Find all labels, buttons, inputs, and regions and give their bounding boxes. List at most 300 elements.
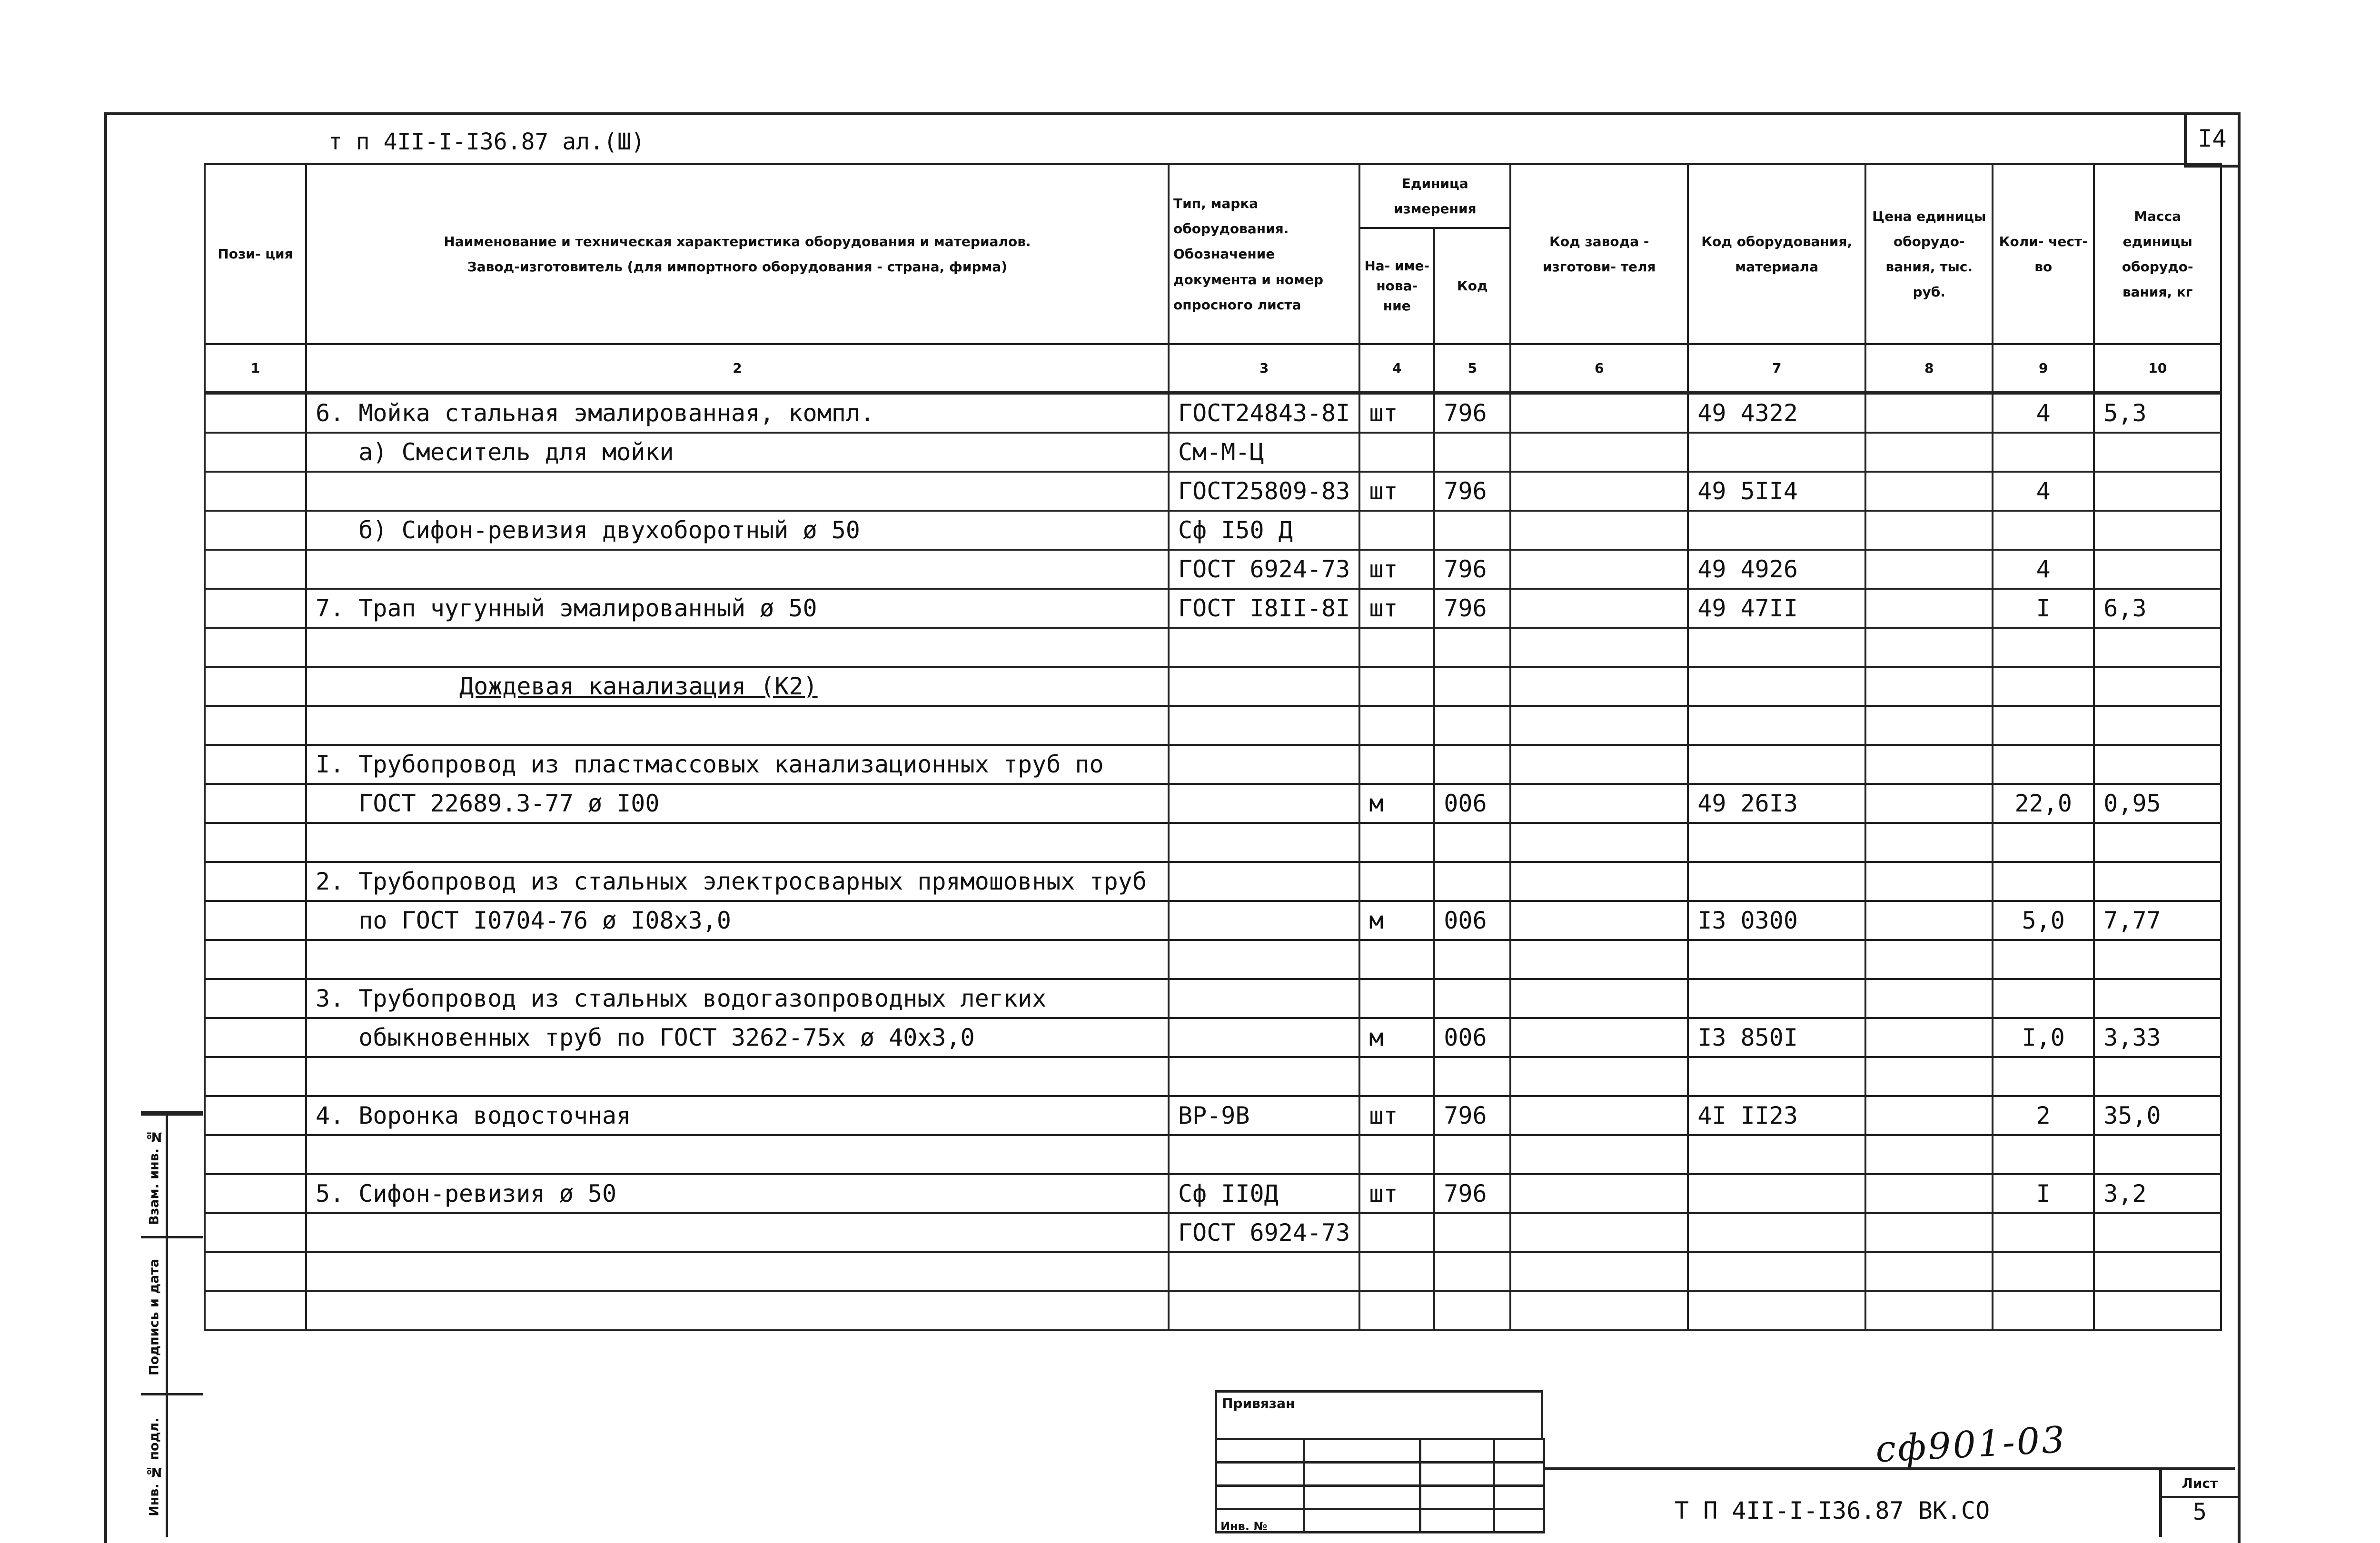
cell-unit <box>1359 940 1434 979</box>
cell-equipment-code <box>1688 1213 1865 1252</box>
cell-factory-code <box>1510 1135 1688 1174</box>
cell-mass <box>2094 862 2221 901</box>
cell-unit-code <box>1434 940 1510 979</box>
cell-type <box>1169 667 1359 706</box>
cell-factory-code <box>1510 1291 1688 1330</box>
cell-mass <box>2094 628 2221 667</box>
cell-name: Дождевая канализация (К2) <box>306 667 1169 706</box>
cell-unit <box>1359 1135 1434 1174</box>
cell-unit <box>1359 433 1434 472</box>
cell-equipment-code: I3 850I <box>1688 1018 1865 1057</box>
column-numbers-row <box>205 344 2221 393</box>
cell-unit: шт <box>1359 1096 1434 1135</box>
cell-quantity <box>1993 511 2094 550</box>
cell-type <box>1169 1135 1359 1174</box>
table-row <box>205 550 2221 589</box>
header-mass: Масса единицы оборудо- вания, кг <box>2094 164 2221 344</box>
cell-position <box>205 433 306 472</box>
cell-equipment-code <box>1688 1174 1865 1213</box>
cell-name: 3. Трубопровод из стальных водогазопроводных легких <box>306 979 1169 1018</box>
corner-sheet-number <box>2184 112 2238 168</box>
cell-unit: шт <box>1359 472 1434 511</box>
cell-mass <box>2094 823 2221 862</box>
cell-name: 5. Сифон-ревизия ø 50 <box>306 1174 1169 1213</box>
cell-quantity <box>1993 628 2094 667</box>
cell-name: 4. Воронка водосточная <box>306 1096 1169 1135</box>
cell-price <box>1865 393 1993 433</box>
table-row <box>205 1057 2221 1096</box>
title-block <box>1545 1467 2235 1537</box>
cell-type: Сф I50 Д <box>1169 511 1359 550</box>
binding-stamp-title: Привязан <box>1215 1390 1543 1438</box>
sidebar-label-vzam: Взам. инв. № <box>147 1129 162 1225</box>
cell-equipment-code <box>1688 979 1865 1018</box>
cell-name: обыкновенных труб по ГОСТ 3262-75х ø 40х3,0 <box>306 1018 1169 1057</box>
cell-type: ГОСТ24843-8I <box>1169 393 1359 433</box>
cell-price <box>1865 550 1993 589</box>
cell-type <box>1169 706 1359 745</box>
cell-mass <box>2094 667 2221 706</box>
binding-stamp-grid <box>1215 1438 1545 1533</box>
cell-quantity <box>1993 979 2094 1018</box>
cell-unit <box>1359 979 1434 1018</box>
cell-mass <box>2094 1057 2221 1096</box>
cell-name <box>306 628 1169 667</box>
cell-unit-code: 006 <box>1434 901 1510 940</box>
cell-unit <box>1359 1057 1434 1096</box>
cell-price <box>1865 784 1993 823</box>
cell-quantity: 2 <box>1993 1096 2094 1135</box>
cell-unit-code <box>1434 1252 1510 1291</box>
table-row <box>205 589 2221 628</box>
cell-price <box>1865 862 1993 901</box>
cell-unit-code: 796 <box>1434 550 1510 589</box>
cell-position <box>205 745 306 784</box>
cell-factory-code <box>1510 667 1688 706</box>
column-number: 1 <box>205 344 306 393</box>
cell-type: См-М-Ц <box>1169 433 1359 472</box>
cell-unit-code <box>1434 979 1510 1018</box>
cell-equipment-code <box>1688 433 1865 472</box>
cell-position <box>205 1135 306 1174</box>
cell-unit <box>1359 1252 1434 1291</box>
cell-quantity <box>1993 1213 2094 1252</box>
cell-price <box>1865 1213 1993 1252</box>
cell-factory-code <box>1510 706 1688 745</box>
table-row <box>205 979 2221 1018</box>
table-row <box>205 823 2221 862</box>
cell-quantity <box>1993 667 2094 706</box>
cell-quantity <box>1993 1252 2094 1291</box>
cell-unit <box>1359 823 1434 862</box>
cell-mass: 35,0 <box>2094 1096 2221 1135</box>
cell-equipment-code <box>1688 940 1865 979</box>
cell-unit-code <box>1434 1291 1510 1330</box>
sheet-number: 5 <box>2193 1499 2207 1525</box>
cell-mass <box>2094 940 2221 979</box>
cell-unit: м <box>1359 901 1434 940</box>
document-series-header: т п 4II-I-I36.87 ал.(Ш) <box>328 129 645 155</box>
table-row <box>205 472 2221 511</box>
cell-price <box>1865 1291 1993 1330</box>
cell-name: 7. Трап чугунный эмалированный ø 50 <box>306 589 1169 628</box>
cell-position <box>205 628 306 667</box>
table-row <box>205 1018 2221 1057</box>
cell-type: ГОСТ 6924-73 <box>1169 550 1359 589</box>
cell-mass <box>2094 1252 2221 1291</box>
table-row <box>205 1096 2221 1135</box>
cell-equipment-code <box>1688 1057 1865 1096</box>
cell-position <box>205 472 306 511</box>
cell-factory-code <box>1510 823 1688 862</box>
cell-equipment-code <box>1688 511 1865 550</box>
cell-equipment-code <box>1688 1135 1865 1174</box>
cell-price <box>1865 1174 1993 1213</box>
cell-factory-code <box>1510 628 1688 667</box>
cell-name <box>306 940 1169 979</box>
cell-equipment-code <box>1688 706 1865 745</box>
cell-factory-code <box>1510 511 1688 550</box>
cell-equipment-code <box>1688 1291 1865 1330</box>
table-row <box>205 745 2221 784</box>
cell-factory-code <box>1510 940 1688 979</box>
cell-equipment-code: 49 47II <box>1688 589 1865 628</box>
cell-price <box>1865 472 1993 511</box>
cell-unit <box>1359 745 1434 784</box>
cell-name: по ГОСТ I0704-76 ø I08х3,0 <box>306 901 1169 940</box>
cell-name <box>306 1057 1169 1096</box>
cell-type <box>1169 901 1359 940</box>
table-row <box>205 433 2221 472</box>
cell-quantity <box>1993 433 2094 472</box>
cell-quantity: 4 <box>1993 550 2094 589</box>
cell-quantity <box>1993 862 2094 901</box>
table-row <box>205 1252 2221 1291</box>
cell-price <box>1865 511 1993 550</box>
cell-name: 2. Трубопровод из стальных электросварных прямошовных труб <box>306 862 1169 901</box>
table-row <box>205 706 2221 745</box>
cell-position <box>205 901 306 940</box>
cell-quantity <box>1993 1135 2094 1174</box>
cell-type <box>1169 1252 1359 1291</box>
cell-factory-code <box>1510 589 1688 628</box>
header-name-line2: Завод-изготовитель (для импортного оборудования - страна, фирма) <box>467 259 1008 275</box>
cell-quantity <box>1993 706 2094 745</box>
table-row <box>205 667 2221 706</box>
cell-unit: шт <box>1359 1174 1434 1213</box>
cell-unit-code <box>1434 1213 1510 1252</box>
cell-price <box>1865 979 1993 1018</box>
cell-quantity: I <box>1993 1174 2094 1213</box>
cell-quantity: 4 <box>1993 393 2094 433</box>
cell-unit <box>1359 706 1434 745</box>
header-position: Пози- ция <box>205 164 306 344</box>
cell-equipment-code <box>1688 745 1865 784</box>
cell-type <box>1169 745 1359 784</box>
cell-type: ГОСТ25809-83 <box>1169 472 1359 511</box>
cell-position <box>205 589 306 628</box>
cell-factory-code <box>1510 1213 1688 1252</box>
table-row <box>205 1291 2221 1330</box>
cell-equipment-code <box>1688 1252 1865 1291</box>
corner-sheet-number-text: I4 <box>2198 125 2227 152</box>
sidebar-cell-inv <box>141 1393 203 1538</box>
cell-price <box>1865 1057 1993 1096</box>
cell-unit-code <box>1434 1135 1510 1174</box>
cell-equipment-code <box>1688 667 1865 706</box>
cell-factory-code <box>1510 550 1688 589</box>
cell-unit: шт <box>1359 589 1434 628</box>
cell-price <box>1865 1135 1993 1174</box>
cell-quantity: I <box>1993 589 2094 628</box>
cell-equipment-code: 49 26I3 <box>1688 784 1865 823</box>
cell-type: ГОСТ 6924-73 <box>1169 1213 1359 1252</box>
column-number: 10 <box>2094 344 2221 393</box>
cell-type <box>1169 784 1359 823</box>
cell-name <box>306 472 1169 511</box>
column-number: 5 <box>1434 344 1510 393</box>
header-unit-name: На- име- нова- ние <box>1359 228 1434 344</box>
cell-unit-code: 006 <box>1434 784 1510 823</box>
cell-mass <box>2094 472 2221 511</box>
cell-name: I. Трубопровод из пластмассовых канализационных труб по <box>306 745 1169 784</box>
left-margin-stamp <box>141 1111 203 1537</box>
cell-unit <box>1359 667 1434 706</box>
table-row <box>205 862 2221 901</box>
cell-mass: 3,33 <box>2094 1018 2221 1057</box>
table-row <box>205 1135 2221 1174</box>
cell-mass <box>2094 1135 2221 1174</box>
cell-quantity <box>1993 1057 2094 1096</box>
header-equipment-code: Код оборудования, материала <box>1688 164 1865 344</box>
column-number: 6 <box>1510 344 1688 393</box>
handwritten-code: сф901-03 <box>1874 1418 2068 1471</box>
cell-type <box>1169 1057 1359 1096</box>
header-type: Тип, марка оборудования. Обозначение документа и номер опросного листа <box>1169 164 1359 344</box>
cell-equipment-code: 49 5II4 <box>1688 472 1865 511</box>
cell-mass <box>2094 745 2221 784</box>
cell-mass <box>2094 511 2221 550</box>
cell-position <box>205 1213 306 1252</box>
table-row <box>205 940 2221 979</box>
cell-unit-code <box>1434 511 1510 550</box>
cell-unit-code <box>1434 745 1510 784</box>
header-quantity: Коли- чест- во <box>1993 164 2094 344</box>
cell-position <box>205 1096 306 1135</box>
table-row <box>205 784 2221 823</box>
cell-quantity <box>1993 1291 2094 1330</box>
cell-unit: шт <box>1359 393 1434 433</box>
table-header-row <box>205 164 2221 228</box>
cell-unit-code: 796 <box>1434 1174 1510 1213</box>
cell-quantity <box>1993 823 2094 862</box>
cell-mass <box>2094 706 2221 745</box>
cell-factory-code <box>1510 784 1688 823</box>
header-price: Цена единицы оборудо- вания, тыс. руб. <box>1865 164 1993 344</box>
cell-quantity <box>1993 940 2094 979</box>
cell-price <box>1865 901 1993 940</box>
cell-type: ГОСТ I8II-8I <box>1169 589 1359 628</box>
cell-mass: 3,2 <box>2094 1174 2221 1213</box>
cell-name: 6. Мойка стальная эмалированная, компл. <box>306 393 1169 433</box>
cell-position <box>205 393 306 433</box>
cell-position <box>205 1018 306 1057</box>
column-number: 8 <box>1865 344 1993 393</box>
table-row <box>205 901 2221 940</box>
table-row <box>205 628 2221 667</box>
cell-type <box>1169 1291 1359 1330</box>
cell-name: б) Сифон-ревизия двухоборотный ø 50 <box>306 511 1169 550</box>
cell-name <box>306 1252 1169 1291</box>
cell-position <box>205 706 306 745</box>
cell-name <box>306 1213 1169 1252</box>
cell-quantity: 22,0 <box>1993 784 2094 823</box>
cell-factory-code <box>1510 1252 1688 1291</box>
cell-mass <box>2094 1213 2221 1252</box>
cell-equipment-code <box>1688 823 1865 862</box>
sidebar-cell-vzam <box>141 1113 203 1238</box>
cell-unit-code: 796 <box>1434 1096 1510 1135</box>
cell-price <box>1865 628 1993 667</box>
cell-position <box>205 550 306 589</box>
table-row <box>205 1174 2221 1213</box>
cell-unit-code <box>1434 667 1510 706</box>
cell-position <box>205 667 306 706</box>
cell-position <box>205 979 306 1018</box>
binding-stamp <box>1215 1390 1545 1533</box>
title-block-sheet <box>2159 1470 2238 1537</box>
specification-table <box>204 163 2222 1331</box>
cell-type <box>1169 979 1359 1018</box>
cell-mass <box>2094 433 2221 472</box>
table-row <box>205 1213 2221 1252</box>
cell-unit-code <box>1434 1057 1510 1096</box>
cell-position <box>205 1291 306 1330</box>
cell-price <box>1865 1018 1993 1057</box>
cell-mass: 0,95 <box>2094 784 2221 823</box>
cell-mass <box>2094 979 2221 1018</box>
column-number: 3 <box>1169 344 1359 393</box>
cell-quantity <box>1993 745 2094 784</box>
cell-unit: м <box>1359 784 1434 823</box>
cell-name <box>306 1291 1169 1330</box>
header-unit: Единица измерения <box>1359 164 1510 228</box>
cell-factory-code <box>1510 862 1688 901</box>
cell-factory-code <box>1510 1057 1688 1096</box>
cell-unit-code <box>1434 706 1510 745</box>
cell-unit-code <box>1434 628 1510 667</box>
sidebar-label-signature: Подпись и дата <box>147 1258 162 1375</box>
cell-unit <box>1359 628 1434 667</box>
cell-equipment-code: I3 0300 <box>1688 901 1865 940</box>
cell-position <box>205 823 306 862</box>
binding-stamp-inv-label: Инв. № <box>1220 1520 1268 1533</box>
sheet-label: Лист <box>2162 1470 2238 1498</box>
cell-type <box>1169 1018 1359 1057</box>
title-block-doc-code: Т П 4II-I-I36.87 ВК.СО <box>1675 1497 1990 1524</box>
cell-factory-code <box>1510 745 1688 784</box>
cell-price <box>1865 823 1993 862</box>
table-row <box>205 393 2221 433</box>
cell-position <box>205 1057 306 1096</box>
cell-mass <box>2094 550 2221 589</box>
cell-unit-code <box>1434 433 1510 472</box>
cell-name: ГОСТ 22689.3-77 ø I00 <box>306 784 1169 823</box>
cell-position <box>205 1174 306 1213</box>
cell-mass <box>2094 1291 2221 1330</box>
column-number: 9 <box>1993 344 2094 393</box>
cell-equipment-code: 49 4926 <box>1688 550 1865 589</box>
sidebar-cell-signature <box>141 1236 203 1395</box>
cell-position <box>205 784 306 823</box>
cell-name <box>306 706 1169 745</box>
cell-unit <box>1359 862 1434 901</box>
cell-type <box>1169 862 1359 901</box>
cell-factory-code <box>1510 433 1688 472</box>
cell-equipment-code <box>1688 628 1865 667</box>
cell-mass: 7,77 <box>2094 901 2221 940</box>
cell-quantity: 4 <box>1993 472 2094 511</box>
cell-unit-code: 796 <box>1434 589 1510 628</box>
cell-price <box>1865 745 1993 784</box>
cell-factory-code <box>1510 979 1688 1018</box>
cell-unit-code <box>1434 862 1510 901</box>
cell-unit <box>1359 511 1434 550</box>
cell-factory-code <box>1510 1096 1688 1135</box>
cell-factory-code <box>1510 901 1688 940</box>
sidebar-label-inv: Инв. № подл. <box>147 1417 162 1516</box>
cell-type <box>1169 940 1359 979</box>
cell-type <box>1169 823 1359 862</box>
cell-unit <box>1359 1291 1434 1330</box>
cell-unit-code: 796 <box>1434 472 1510 511</box>
cell-factory-code <box>1510 472 1688 511</box>
cell-type: ВР-9В <box>1169 1096 1359 1135</box>
cell-unit: шт <box>1359 550 1434 589</box>
header-name <box>306 164 1169 344</box>
cell-position <box>205 940 306 979</box>
cell-price <box>1865 706 1993 745</box>
cell-type: Сф II0Д <box>1169 1174 1359 1213</box>
cell-type <box>1169 628 1359 667</box>
cell-price <box>1865 433 1993 472</box>
cell-mass: 6,3 <box>2094 589 2221 628</box>
cell-factory-code <box>1510 1018 1688 1057</box>
table-row <box>205 511 2221 550</box>
cell-price <box>1865 1096 1993 1135</box>
cell-price <box>1865 667 1993 706</box>
cell-name <box>306 823 1169 862</box>
cell-quantity: I,0 <box>1993 1018 2094 1057</box>
cell-unit <box>1359 1213 1434 1252</box>
cell-position <box>205 1252 306 1291</box>
table-body <box>205 344 2221 1330</box>
cell-factory-code <box>1510 1174 1688 1213</box>
column-number: 4 <box>1359 344 1434 393</box>
cell-position <box>205 511 306 550</box>
cell-price <box>1865 589 1993 628</box>
cell-unit: м <box>1359 1018 1434 1057</box>
cell-position <box>205 862 306 901</box>
cell-name: а) Смеситель для мойки <box>306 433 1169 472</box>
header-factory-code: Код завода - изготови- теля <box>1510 164 1688 344</box>
cell-name <box>306 1135 1169 1174</box>
cell-mass: 5,3 <box>2094 393 2221 433</box>
column-number: 2 <box>306 344 1169 393</box>
cell-factory-code <box>1510 393 1688 433</box>
cell-unit-code: 006 <box>1434 1018 1510 1057</box>
cell-equipment-code: 4I II23 <box>1688 1096 1865 1135</box>
